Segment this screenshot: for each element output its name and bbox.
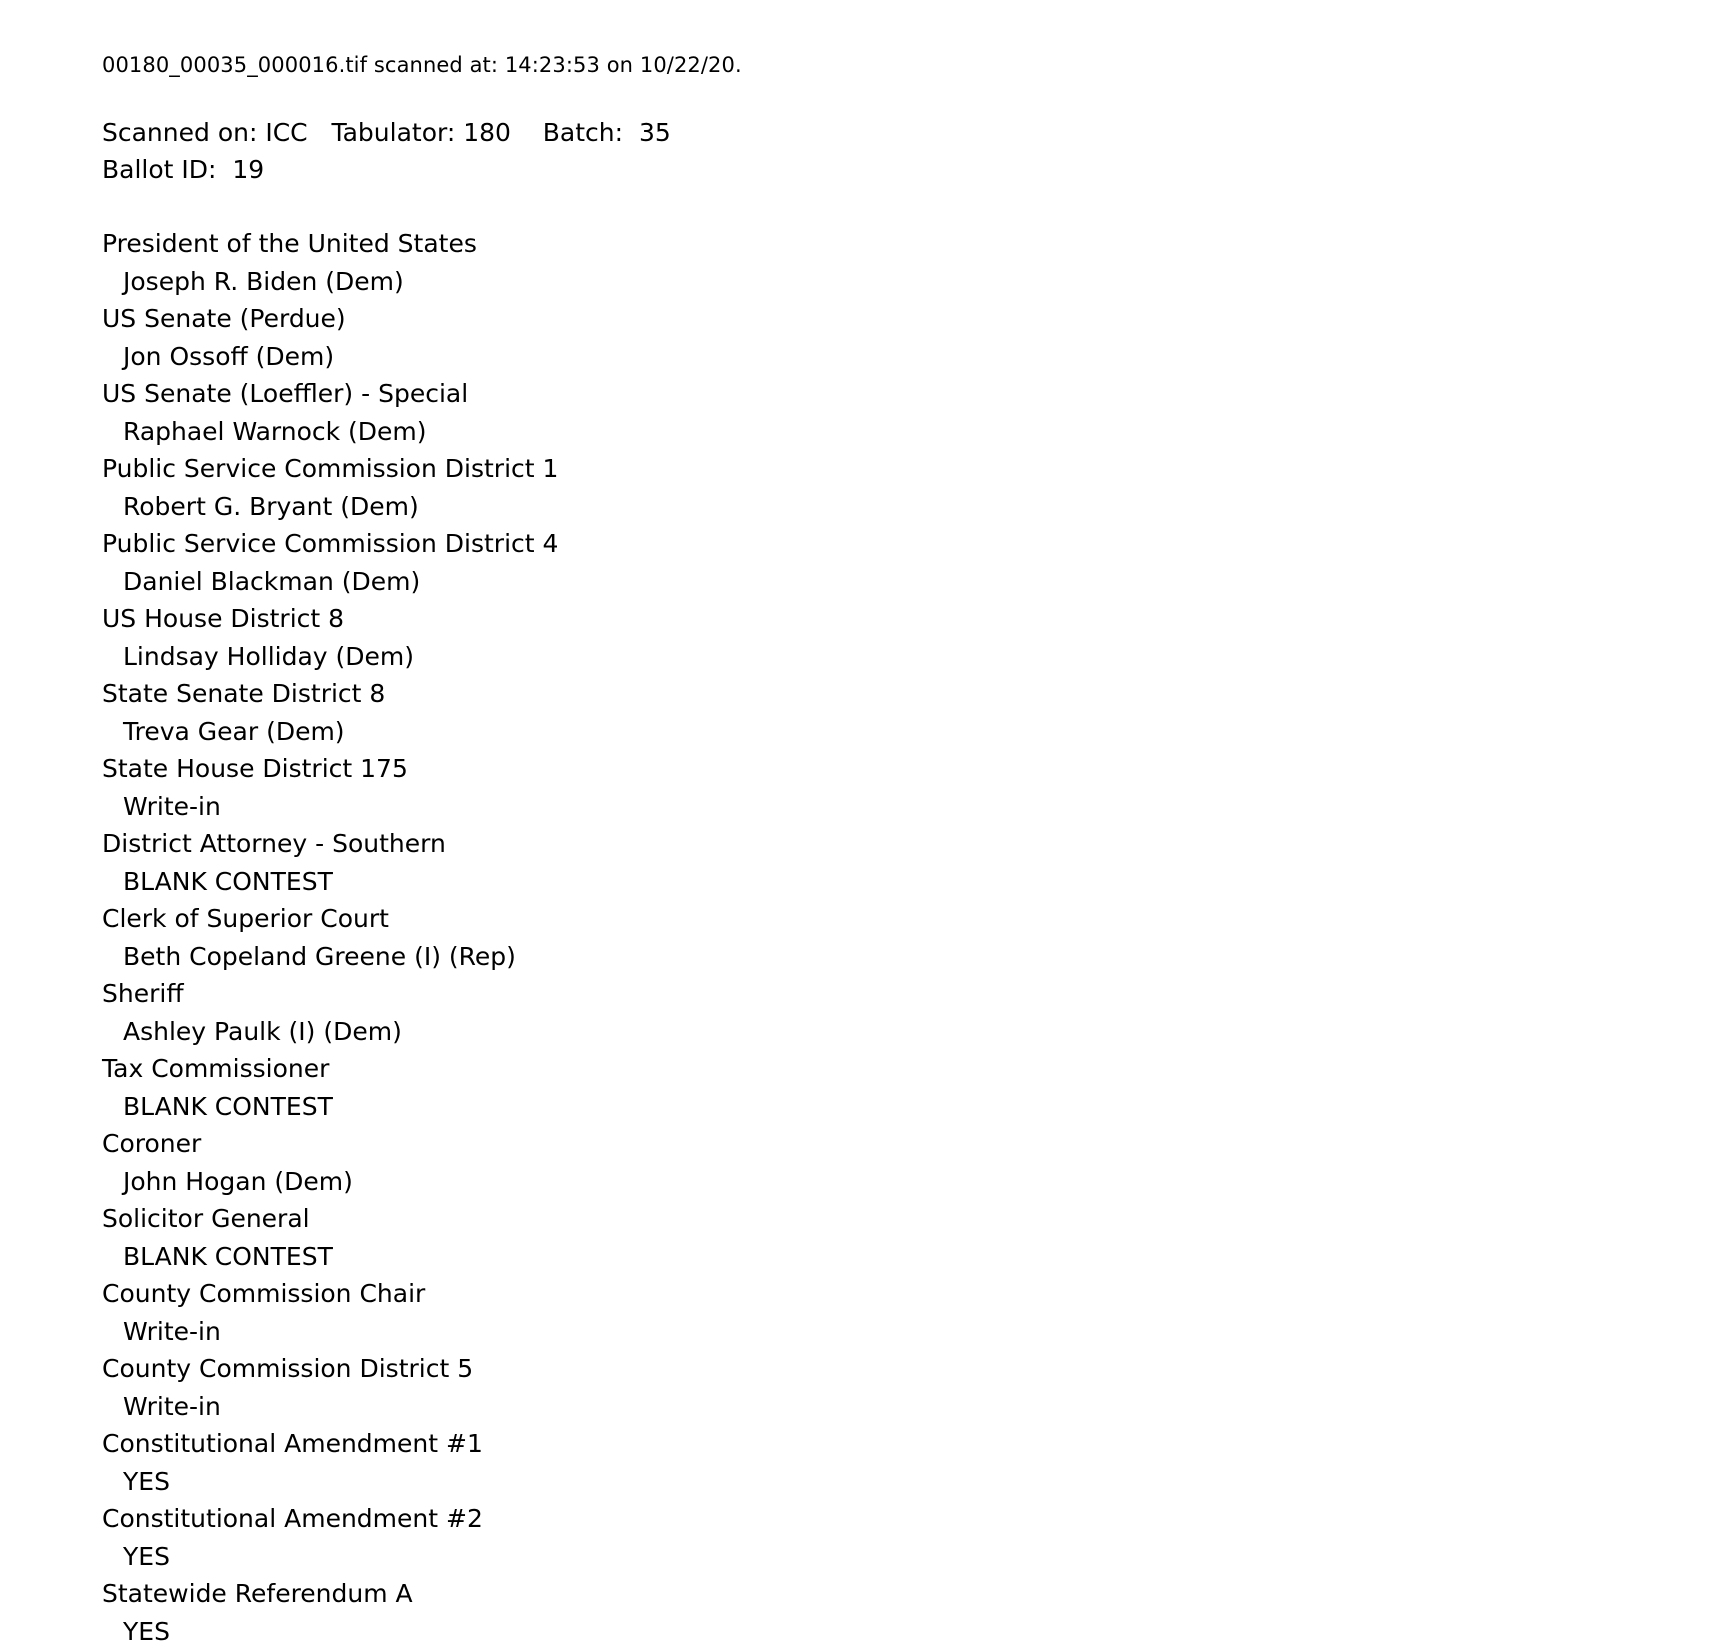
contest-title: President of the United States	[102, 225, 558, 263]
contest-item	[102, 1575, 558, 1650]
contest-item	[102, 225, 558, 300]
contest-item	[102, 375, 558, 450]
contest-title: Coroner	[102, 1125, 558, 1163]
ballot-id-row	[102, 151, 671, 188]
contest-item	[102, 600, 558, 675]
contest-title: State House District 175	[102, 750, 558, 788]
tabulator-value: 180	[463, 118, 511, 147]
contest-choice: Raphael Warnock (Dem)	[102, 413, 558, 451]
contest-item	[102, 525, 558, 600]
contest-list	[102, 225, 558, 1650]
contest-title: County Commission Chair	[102, 1275, 558, 1313]
contest-title: US Senate (Perdue)	[102, 300, 558, 338]
contest-title: Constitutional Amendment #1	[102, 1425, 558, 1463]
ballot-id-value: 19	[232, 155, 264, 184]
contest-choice: YES	[102, 1538, 558, 1576]
contest-title: State Senate District 8	[102, 675, 558, 713]
contest-item	[102, 1425, 558, 1500]
contest-choice: Treva Gear (Dem)	[102, 713, 558, 751]
contest-choice: BLANK CONTEST	[102, 863, 558, 901]
contest-title: US House District 8	[102, 600, 558, 638]
contest-choice: Write-in	[102, 1388, 558, 1426]
contest-title: Public Service Commission District 4	[102, 525, 558, 563]
contest-choice: Daniel Blackman (Dem)	[102, 563, 558, 601]
contest-item	[102, 825, 558, 900]
tabulator-label: Tabulator:	[331, 118, 455, 147]
scan-info-line: 00180_00035_000016.tif scanned at: 14:23:53 on 10/22/20.	[102, 50, 742, 80]
contest-item	[102, 1200, 558, 1275]
contest-title: District Attorney - Southern	[102, 825, 558, 863]
ballot-id-label: Ballot ID:	[102, 155, 216, 184]
contest-item	[102, 750, 558, 825]
contest-choice: YES	[102, 1463, 558, 1501]
contest-item	[102, 1125, 558, 1200]
contest-choice: Robert G. Bryant (Dem)	[102, 488, 558, 526]
ballot-metadata	[102, 114, 671, 188]
contest-choice: John Hogan (Dem)	[102, 1163, 558, 1201]
contest-item	[102, 1350, 558, 1425]
contest-choice: BLANK CONTEST	[102, 1238, 558, 1276]
contest-title: Public Service Commission District 1	[102, 450, 558, 488]
contest-title: Sheriff	[102, 975, 558, 1013]
contest-choice: Beth Copeland Greene (I) (Rep)	[102, 938, 558, 976]
contest-item	[102, 1500, 558, 1575]
contest-item	[102, 900, 558, 975]
contest-item	[102, 1275, 558, 1350]
contest-item	[102, 300, 558, 375]
contest-choice: Jon Ossoff (Dem)	[102, 338, 558, 376]
contest-title: Statewide Referendum A	[102, 1575, 558, 1613]
contest-choice: BLANK CONTEST	[102, 1088, 558, 1126]
contest-title: Clerk of Superior Court	[102, 900, 558, 938]
contest-title: Solicitor General	[102, 1200, 558, 1238]
contest-choice: Write-in	[102, 788, 558, 826]
scanned-on-value: ICC	[265, 118, 307, 147]
batch-value: 35	[639, 118, 671, 147]
contest-choice: Write-in	[102, 1313, 558, 1351]
scanned-on-label: Scanned on:	[102, 118, 257, 147]
contest-title: US Senate (Loeffler) - Special	[102, 375, 558, 413]
contest-title: Tax Commissioner	[102, 1050, 558, 1088]
contest-item	[102, 450, 558, 525]
contest-choice: Joseph R. Biden (Dem)	[102, 263, 558, 301]
contest-title: County Commission District 5	[102, 1350, 558, 1388]
contest-choice: Lindsay Holliday (Dem)	[102, 638, 558, 676]
contest-item	[102, 975, 558, 1050]
contest-choice: YES	[102, 1613, 558, 1650]
contest-item	[102, 1050, 558, 1125]
contest-choice: Ashley Paulk (I) (Dem)	[102, 1013, 558, 1051]
contest-title: Constitutional Amendment #2	[102, 1500, 558, 1538]
contest-item	[102, 675, 558, 750]
scan-details-row	[102, 114, 671, 151]
batch-label: Batch:	[543, 118, 623, 147]
